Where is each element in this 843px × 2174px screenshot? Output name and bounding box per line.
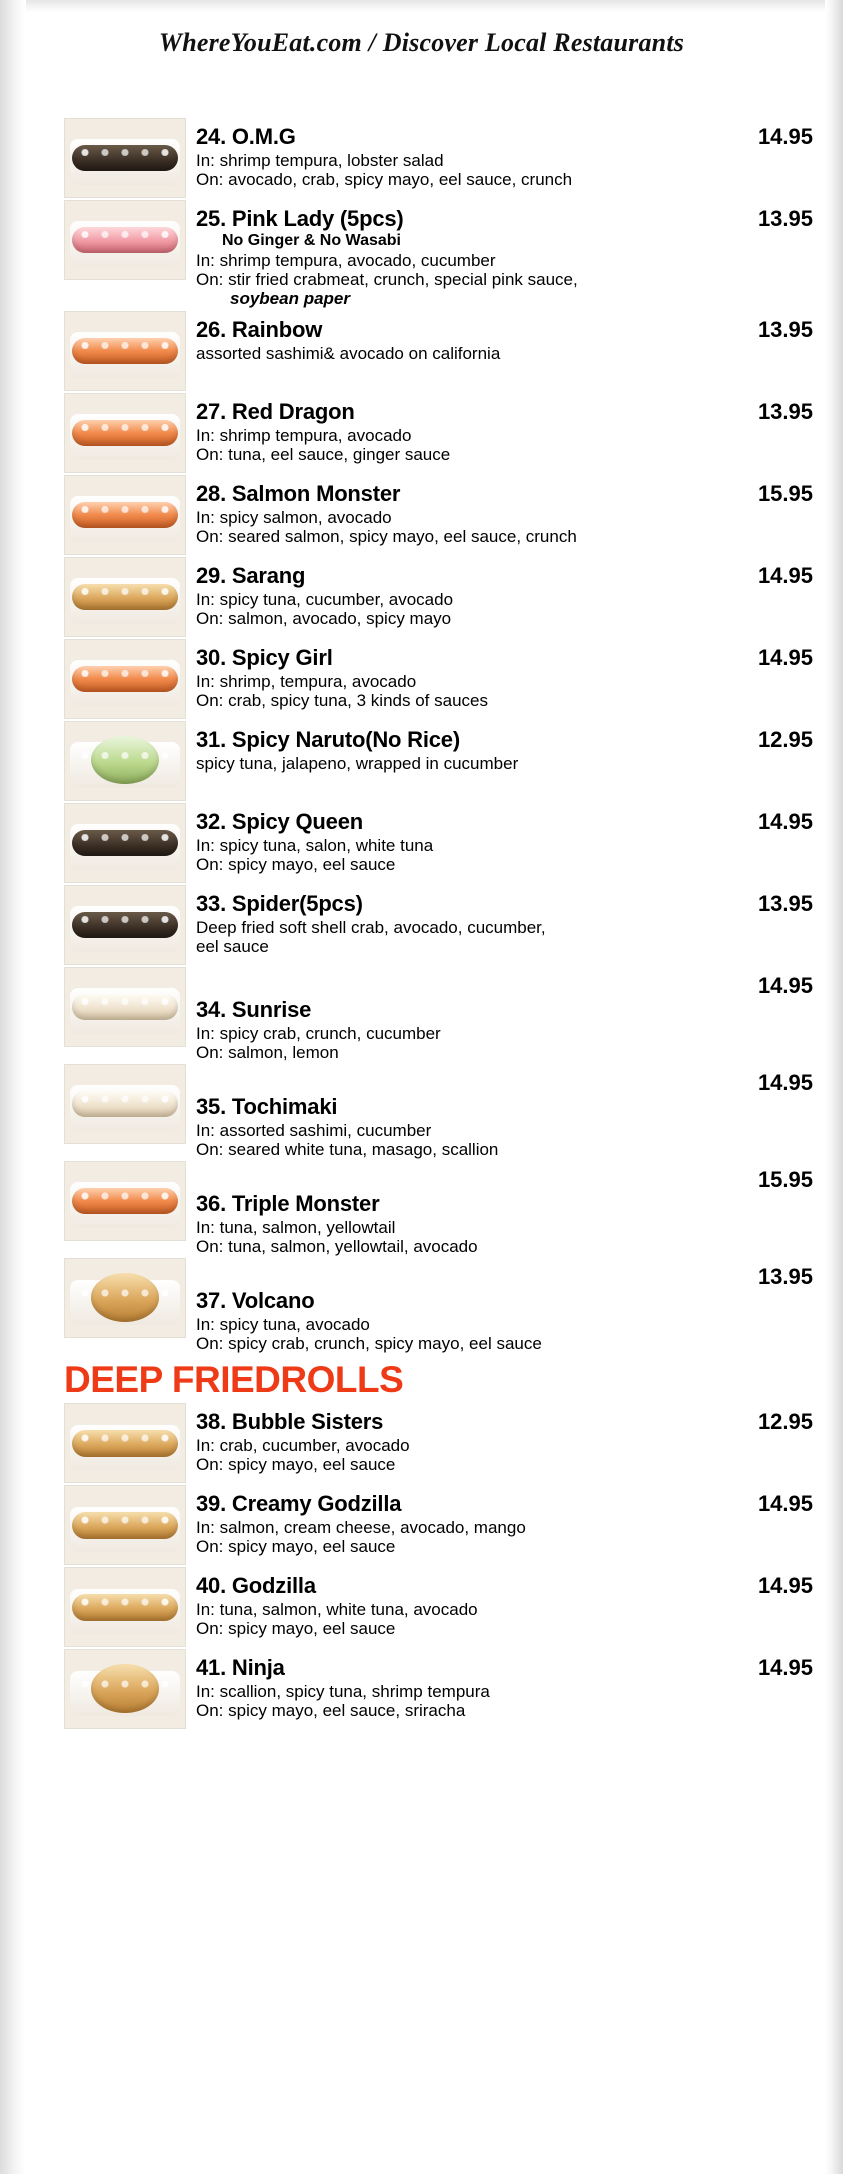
menu-item [196, 1064, 813, 1159]
dish-photo [64, 118, 186, 198]
menu-item-name: 38. Bubble Sisters [196, 1409, 384, 1435]
menu-item-row [0, 1064, 843, 1159]
dish-photo [64, 393, 186, 473]
menu-item-price: 15.95 [757, 481, 813, 507]
menu-item-price: 14.95 [757, 1655, 813, 1681]
menu-item-row [0, 475, 843, 555]
menu-item-name: 27. Red Dragon [196, 399, 355, 425]
menu-item-head [196, 1167, 813, 1217]
menu-item-name: 33. Spider(5pcs) [196, 891, 363, 917]
menu-item-row [0, 200, 843, 309]
menu-item-name: 28. Salmon Monster [196, 481, 401, 507]
description-line: spicy tuna, jalapeno, wrapped in cucumber [196, 754, 519, 774]
description-line: In: shrimp tempura, avocado, cucumber [196, 251, 496, 270]
menu-item [196, 475, 813, 546]
menu-item-row [0, 1161, 843, 1256]
menu-item-emphasis: soybean paper [230, 289, 350, 309]
menu-item [196, 639, 813, 710]
menu-item-name: 24. O.M.G [196, 124, 296, 149]
description-line: In: spicy tuna, cucumber, avocado [196, 590, 454, 610]
menu-item-description [196, 836, 813, 874]
menu-item-head [196, 891, 813, 917]
description-line: In: shrimp, tempura, avocado [196, 672, 417, 692]
description-line: On: seared white tuna, masago, scallion [196, 1140, 499, 1160]
menu-item-head [196, 206, 813, 232]
description-line: In: salmon, cream cheese, avocado, mango [196, 1518, 526, 1538]
description-line: In: spicy tuna, avocado [196, 1315, 370, 1335]
menu-item-head [196, 1573, 813, 1599]
dish-photo [64, 311, 186, 391]
menu-item-row [0, 721, 843, 801]
menu-item-head [196, 1409, 813, 1435]
menu-item-row [0, 885, 843, 965]
menu-item-head [196, 1264, 813, 1314]
menu-item-row [0, 557, 843, 637]
menu-item-head [196, 563, 813, 589]
menu-item-description [196, 1518, 813, 1556]
menu-item-description [196, 1024, 813, 1062]
menu-item-description [196, 151, 813, 189]
menu-item-head [196, 973, 813, 1023]
menu-item [196, 721, 813, 773]
menu-item-description [196, 1315, 813, 1353]
menu-item-head [196, 399, 813, 425]
menu-item-name: 35. Tochimaki [196, 1094, 338, 1120]
dish-photo [64, 885, 186, 965]
menu-item-price: 13.95 [757, 1264, 813, 1290]
menu-item-row [0, 967, 843, 1062]
menu-item-description [196, 426, 813, 464]
menu-content [0, 58, 843, 1729]
menu-item [196, 1649, 813, 1720]
description-line: In: tuna, salmon, yellowtail [196, 1218, 396, 1238]
description-line: On: spicy mayo, eel sauce [196, 1455, 396, 1475]
menu-item-name: 36. Triple Monster [196, 1191, 380, 1217]
menu-item-row [0, 393, 843, 473]
description-line: In: spicy crab, crunch, cucumber [196, 1024, 441, 1044]
dish-photo [64, 1064, 186, 1144]
menu-item [196, 557, 813, 628]
menu-item-row [0, 1567, 843, 1647]
menu-item-price: 14.95 [757, 1070, 813, 1096]
menu-item-head [196, 727, 813, 753]
description-line: On: salmon, lemon [196, 1043, 339, 1063]
dish-photo [64, 557, 186, 637]
menu-item-price: 12.95 [757, 1409, 813, 1435]
menu-item [196, 393, 813, 464]
menu-item [196, 1258, 813, 1353]
menu-item [196, 885, 813, 956]
description-line: On: spicy mayo, eel sauce, sriracha [196, 1701, 466, 1721]
menu-item-description [196, 508, 813, 546]
description-line: In: crab, cucumber, avocado [196, 1436, 410, 1456]
menu-item-price: 15.95 [757, 1167, 813, 1193]
description-line: In: scallion, spicy tuna, shrimp tempura [196, 1682, 490, 1702]
description-line: eel sauce [196, 937, 269, 957]
menu-item-name: 39. Creamy Godzilla [196, 1491, 402, 1517]
menu-item [196, 1403, 813, 1474]
menu-item-head [196, 1491, 813, 1517]
menu-item-row [0, 1649, 843, 1729]
menu-item-row [0, 1258, 843, 1353]
menu-item-name: 31. Spicy Naruto(No Rice) [196, 727, 460, 753]
description-line: On: spicy mayo, eel sauce [196, 1537, 396, 1557]
menu-item-price: 13.95 [757, 317, 813, 343]
menu-item-description [196, 344, 813, 363]
menu-item-name: 32. Spicy Queen [196, 809, 363, 835]
menu-item [196, 1161, 813, 1256]
dish-photo [64, 1485, 186, 1565]
menu-item-row [0, 639, 843, 719]
menu-item [196, 200, 813, 309]
menu-item [196, 1567, 813, 1638]
menu-item-price: 14.95 [757, 124, 813, 149]
menu-item-name: 40. Godzilla [196, 1573, 316, 1599]
menu-item-price: 14.95 [757, 1573, 813, 1599]
menu-item-description [196, 251, 813, 289]
section-title: DEEP FRIEDROLLS [64, 1359, 404, 1401]
site-header: WhereYouEat.com / Discover Local Restaurants [158, 28, 685, 57]
description-line: Deep fried soft shell crab, avocado, cucumber, [196, 918, 546, 938]
description-line: In: shrimp tempura, avocado [196, 426, 412, 446]
dish-photo [64, 1649, 186, 1729]
menu-item-description [196, 672, 813, 710]
menu-item-price: 13.95 [757, 891, 813, 917]
description-line: On: spicy mayo, eel sauce [196, 1619, 396, 1639]
dish-photo [64, 639, 186, 719]
menu-item-price: 14.95 [757, 973, 813, 999]
menu-item-name: 29. Sarang [196, 563, 306, 589]
menu-item-name: 30. Spicy Girl [196, 645, 333, 671]
menu-item-description [196, 1600, 813, 1638]
menu-item-head [196, 481, 813, 507]
menu-item-price: 14.95 [757, 645, 813, 671]
description-line: On: tuna, salmon, yellowtail, avocado [196, 1237, 478, 1257]
dish-photo [64, 721, 186, 801]
menu-item-head [196, 1070, 813, 1120]
dish-photo [64, 200, 186, 280]
menu-item-price: 13.95 [757, 206, 813, 231]
description-line: In: shrimp tempura, lobster salad [196, 151, 444, 170]
menu-item-note: No Ginger & No Wasabi [222, 232, 401, 249]
menu-item-price: 13.95 [757, 399, 813, 425]
description-line: On: tuna, eel sauce, ginger sauce [196, 445, 451, 465]
menu-item-price: 12.95 [757, 727, 813, 753]
description-line: assorted sashimi& avocado on california [196, 344, 501, 364]
dish-photo [64, 1161, 186, 1241]
menu-item [196, 967, 813, 1062]
description-line: On: stir fried crabmeat, crunch, special pink sauce, [196, 270, 578, 290]
menu-item-price: 14.95 [757, 1491, 813, 1517]
menu-item-price: 14.95 [757, 563, 813, 589]
dish-photo [64, 475, 186, 555]
menu-item-price: 14.95 [757, 809, 813, 835]
menu-item-head [196, 645, 813, 671]
menu-item-row [0, 1485, 843, 1565]
description-line: On: seared salmon, spicy mayo, eel sauce, crunch [196, 527, 577, 547]
menu-item-name: 26. Rainbow [196, 317, 323, 343]
menu-item-row [0, 803, 843, 883]
menu-item [196, 803, 813, 874]
menu-item-description [196, 1436, 813, 1474]
dish-photo [64, 1403, 186, 1483]
menu-item-head [196, 317, 813, 343]
menu-item-head [196, 1655, 813, 1681]
dish-photo [64, 1567, 186, 1647]
description-line: On: spicy mayo, eel sauce [196, 855, 396, 875]
dish-photo [64, 803, 186, 883]
menu-item-row [0, 311, 843, 391]
menu-item-description [196, 1121, 813, 1159]
description-line: On: salmon, avocado, spicy mayo [196, 609, 452, 629]
menu-item-row [0, 1403, 843, 1483]
menu-item-description [196, 754, 813, 773]
menu-item-description [196, 1682, 813, 1720]
page-edge-top [0, 0, 843, 12]
menu-item-description [196, 590, 813, 628]
menu-item-name: 25. Pink Lady (5pcs) [196, 206, 404, 231]
description-line: In: tuna, salmon, white tuna, avocado [196, 1600, 478, 1620]
description-line: On: spicy crab, crunch, spicy mayo, eel sauce [196, 1334, 542, 1354]
menu-item-name: 34. Sunrise [196, 997, 312, 1023]
dish-photo [64, 1258, 186, 1338]
menu-item [196, 311, 813, 363]
description-line: On: avocado, crab, spicy mayo, eel sauce, crunch [196, 170, 573, 190]
menu-item-description [196, 1218, 813, 1256]
dish-photo [64, 967, 186, 1047]
menu-item-name: 41. Ninja [196, 1655, 285, 1681]
menu-item-row [0, 118, 843, 198]
menu-item-description [196, 918, 813, 956]
description-line: In: spicy tuna, salon, white tuna [196, 836, 434, 856]
menu-item-head [196, 124, 813, 150]
description-line: On: crab, spicy tuna, 3 kinds of sauces [196, 691, 488, 711]
menu-item [196, 1485, 813, 1556]
menu-item [196, 118, 813, 189]
description-line: In: spicy salmon, avocado [196, 508, 392, 528]
menu-item-head [196, 809, 813, 835]
description-line: In: assorted sashimi, cucumber [196, 1121, 432, 1141]
menu-item-name: 37. Volcano [196, 1288, 315, 1314]
